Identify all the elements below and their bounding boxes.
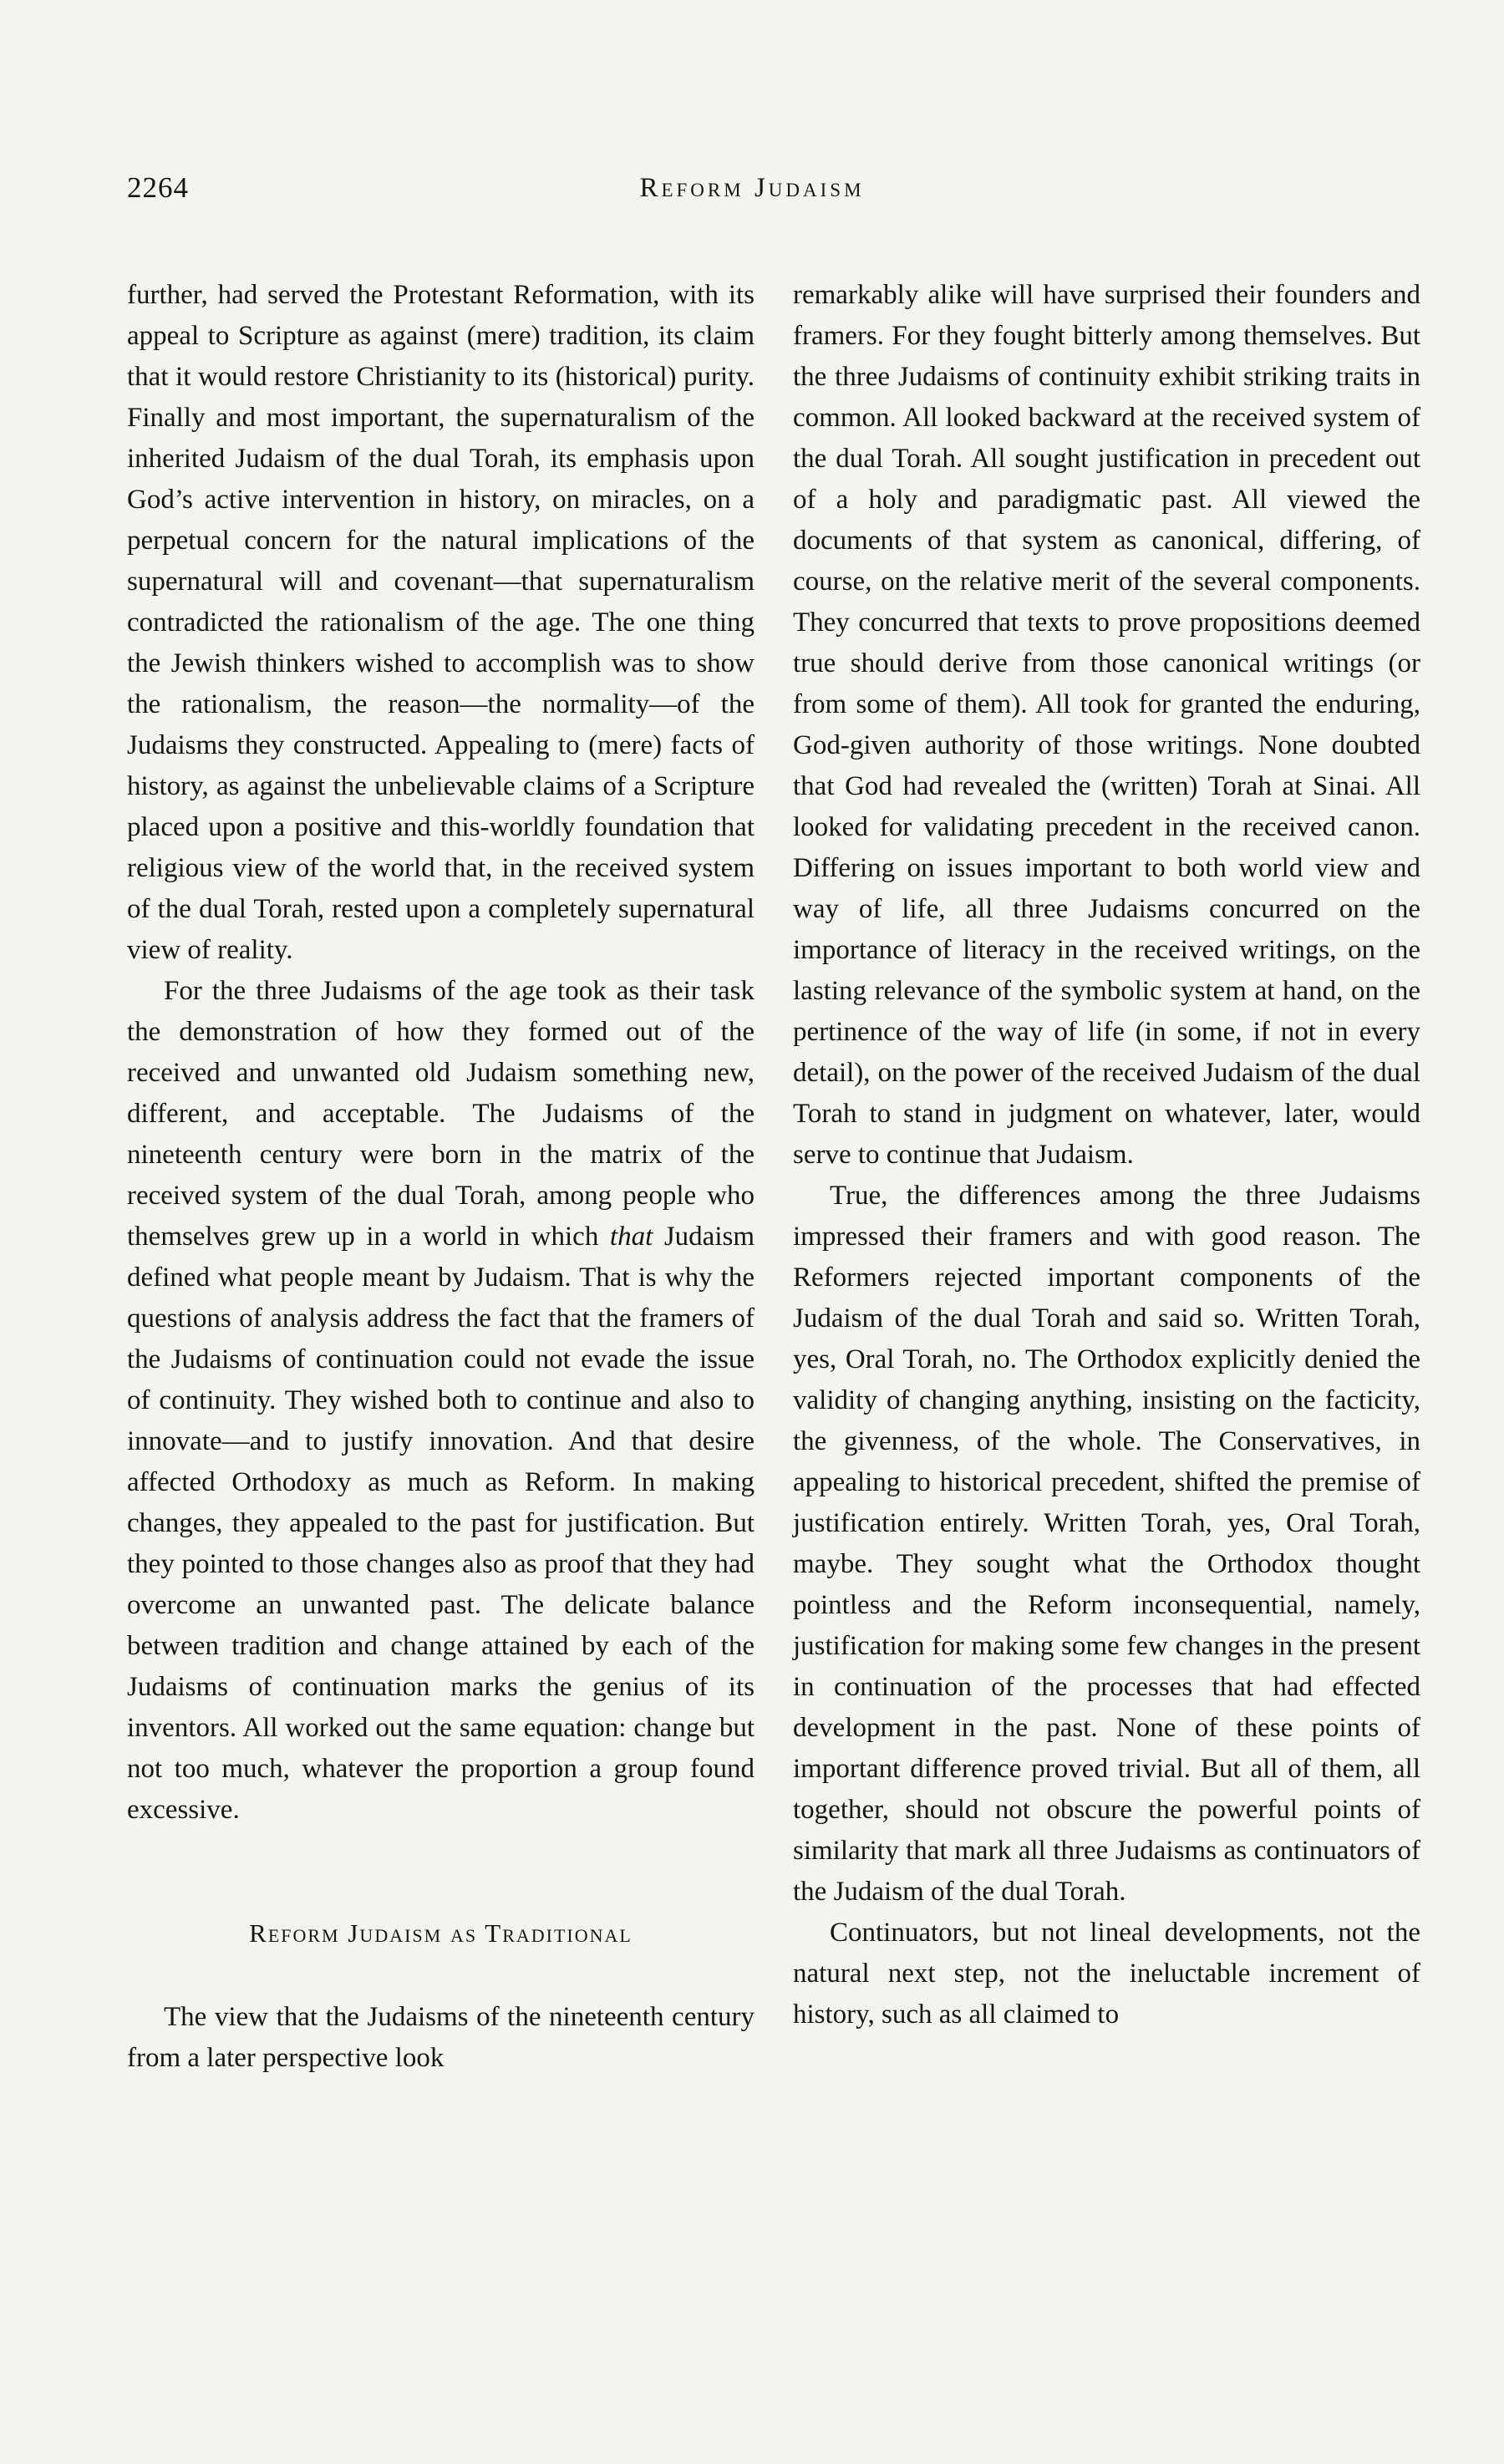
body-paragraph: further, had served the Protestant Reformation, with its appeal to Scripture as against (mere) tradition, its claim that it would restore Christianity to its (historical) purity. Finally and most important, the supernaturalism of the inherited Judaism of the dual Torah, its emphasis upon God’s active intervention in history, on miracles, on a perpetual concern for the natural implications of the supernatural will and covenant—that supernaturalism contradicted the rationalism of the age. The one thing the Jewish thinkers wished to accomplish was to show the rationalism, the reason—the normality—of the Judaisms they constructed. Appealing to (mere) facts of history, as against the unbelievable claims of a Scripture placed upon a positive and this-worldly foundation that religious view of the world that, in the received system of the dual Torah, rested upon a completely supernatural view of reality. — [127, 280, 755, 965]
page-header — [127, 171, 1420, 215]
page-number: 2264 — [127, 171, 189, 204]
section-heading: Reform Judaism as Traditional — [249, 1918, 633, 1948]
running-head: Reform Judaism — [639, 173, 865, 203]
body-paragraph: remarkably alike will have surprised their founders and framers. For they fought bitterly among themselves. But the three Judaisms of continuity exhibit striking traits in common. All looked backward at the received system of the dual Torah. All sought justification in precedent out of a holy and paradigmatic past. All viewed the documents of that system as canonical, differing, of course, on the relative merit of the several components. They concurred that texts to prove propositions deemed true should derive from those canonical writings (or from some of them). All took for granted the enduring, God-given authority of those writings. None doubted that God had revealed the (written) Torah at Sinai. All looked for validating precedent in the received canon. Differing on issues important to both world view and way of life, all three Judaisms concurred on the importance of literacy in the received writings, on the lasting relevance of the symbolic system at hand, on the pertinence of the way of life (in some, if not in every detail), on the power of the received Judaism of the dual Torah to stand in judgment on whatever, later, would serve to continue that Judaism. — [793, 280, 1420, 1170]
text-columns — [127, 275, 1420, 2079]
body-paragraph: Continuators, but not lineal developments, not the natural next step, not the ineluctable increment of history, such as all claimed to — [793, 1918, 1420, 2030]
body-paragraph: The view that the Judaisms of the nineteenth century from a later perspective look — [127, 2002, 755, 2073]
body-paragraph: True, the differences among the three Judaisms impressed their framers and with good reason. The Reformers rejected important components of the Judaism of the dual Torah and said so. Written Torah, yes, Oral Torah, no. The Orthodox explicitly denied the validity of changing anything, insisting on the facticity, the givenness, of the whole. The Conservatives, in appealing to historical precedent, shifted the premise of justification entirely. Written Torah, yes, Oral Torah, maybe. They sought what the Orthodox thought pointless and the Reform inconsequential, namely, justification for making some few changes in the present in continuation of the processes that had effected development in the past. None of these points of important difference proved trivial. But all of them, all together, should not obscure the powerful points of similarity that mark all three Judaisms as continuators of the Judaism of the dual Torah. — [793, 1181, 1420, 1907]
left-column — [127, 275, 755, 2079]
body-paragraph: For the three Judaisms of the age took as their task the demonstration of how they formed out of the received and unwanted old Judaism something new, different, and acceptable. The Judaisms of the nineteenth century were born in the matrix of the received system of the dual Torah, among people who themselves grew up in a world in which that Judaism defined what people meant by Judaism. That is why the questions of analysis address the fact that the framers of the Judaisms of continuation could not evade the issue of continuity. They wished both to continue and also to innovate—and to justify innovation. And that desire affected Orthodoxy as much as Reform. In making changes, they appealed to the past for justification. But they pointed to those changes also as proof that they had overcome an unwanted past. The delicate balance between tradition and change attained by each of the Judaisms of continuation marks the genius of its inventors. All worked out the same equation: change but not too much, whatever the proportion a group found excessive. — [127, 976, 755, 1825]
right-column — [793, 275, 1420, 2079]
